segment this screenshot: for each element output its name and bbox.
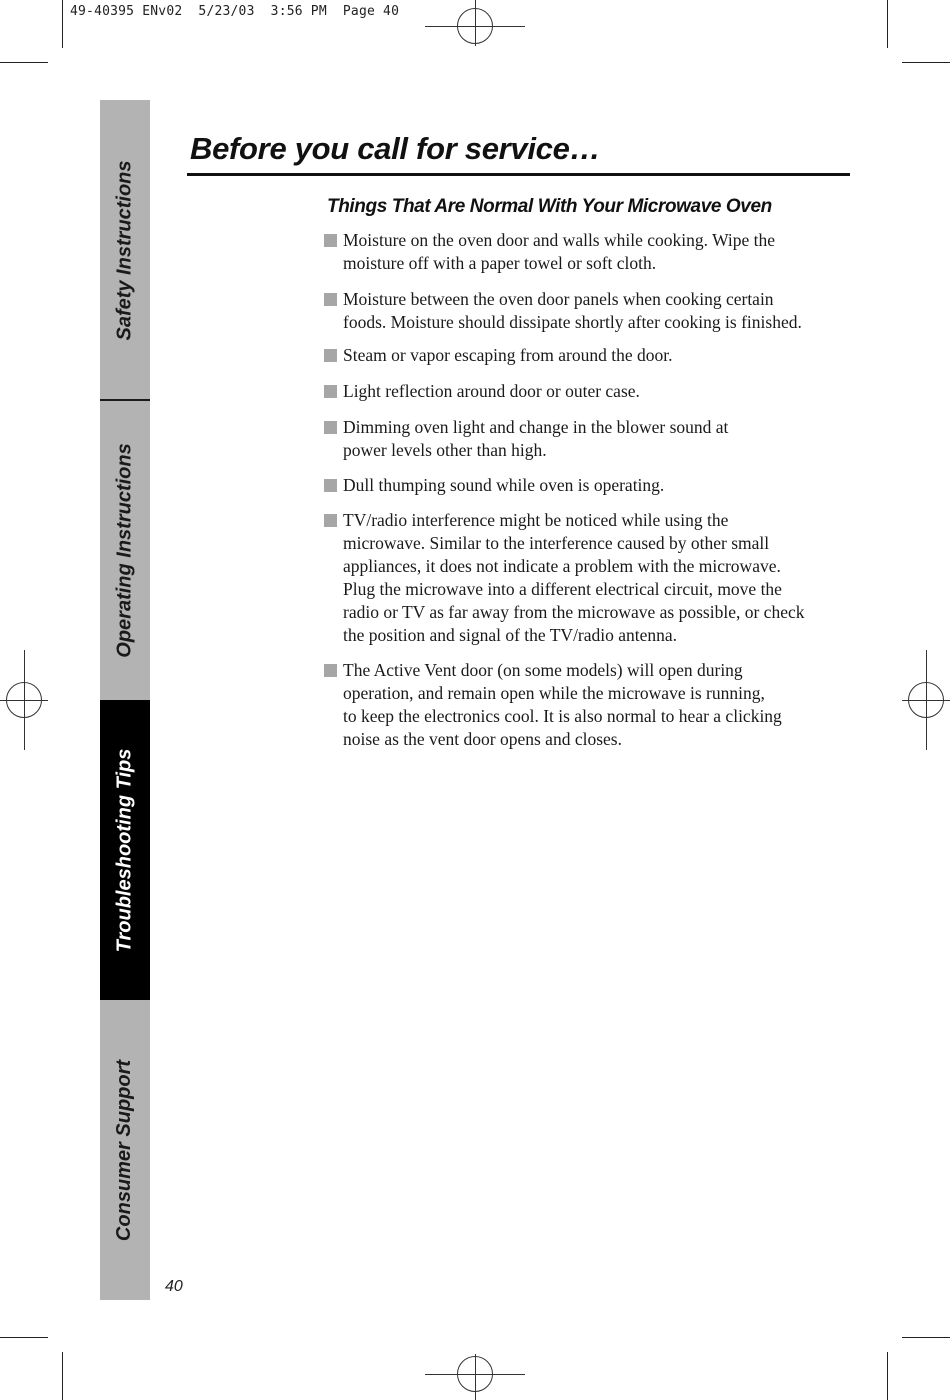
tab-troubleshooting-tips[interactable] (100, 700, 150, 1000)
crop-mark-bottom-right-v (887, 1352, 888, 1400)
list-item-text: Moisture between the oven door panels when cooking certain foods. Moisture should dissipate shortly after cooking is finished. (343, 289, 802, 332)
square-bullet-icon (324, 349, 337, 362)
page-number: 40 (165, 1278, 183, 1295)
square-bullet-icon (324, 421, 337, 434)
crop-mark-bottom-right-h (902, 1337, 950, 1338)
list-item-text: The Active Vent door (on some models) will open during operation, and remain open while the microwave is running, to keep the electronics cool. It is also normal to hear a clicking noise as the vent door opens and closes. (343, 660, 782, 749)
print-header: 49-40395 ENv02 5/23/03 3:56 PM Page 40 (70, 4, 400, 19)
list-item (324, 474, 849, 497)
crop-mark-top-right-h (902, 62, 950, 63)
crop-mark-top-right-v (887, 0, 888, 48)
list-item (324, 509, 849, 647)
square-bullet-icon (324, 664, 337, 677)
title-rule (187, 173, 850, 176)
tab-label: Safety Instructions (113, 159, 136, 341)
section-heading: Things That Are Normal With Your Microwave Oven (327, 196, 772, 217)
crop-mark-bottom-left-v (62, 1352, 63, 1400)
list-item-text: TV/radio interference might be noticed while using the microwave. Similar to the interference caused by other small appliances, it does not indicate a problem with the microwave. Plug the microwave into a different electrical circuit, move the radio or TV as far away from the microwave as possible, or check the position and signal of the TV/radio antenna. (343, 510, 805, 645)
tab-consumer-support[interactable] (100, 1000, 150, 1300)
list-item-text: Dimming oven light and change in the blower sound at power levels other than high. (343, 417, 729, 460)
tab-divider (100, 399, 150, 401)
tab-label: Operating Instructions (113, 442, 136, 658)
square-bullet-icon (324, 479, 337, 492)
list-item-text: Light reflection around door or outer case. (343, 381, 640, 401)
crop-mark-top-left-v (62, 0, 63, 48)
tab-operating-instructions[interactable] (100, 400, 150, 700)
tab-label: Consumer Support (113, 1059, 136, 1241)
tab-label: Troubleshooting Tips (113, 748, 136, 952)
list-item (324, 416, 849, 462)
list-item-text: Steam or vapor escaping from around the door. (343, 345, 673, 365)
list-item-text: Moisture on the oven door and walls while cooking. Wipe the moisture off with a paper towel or soft cloth. (343, 230, 776, 273)
side-tabs (100, 100, 150, 1300)
tab-safety-instructions[interactable] (100, 100, 150, 400)
list-item (324, 344, 849, 367)
page-title: Before you call for service… (190, 131, 601, 166)
square-bullet-icon (324, 514, 337, 527)
crop-mark-top-left-h (0, 62, 48, 63)
list-item (324, 380, 849, 403)
list-item (324, 229, 849, 275)
crop-mark-bottom-left-h (0, 1337, 48, 1338)
list-item-text: Dull thumping sound while oven is operating. (343, 475, 665, 495)
square-bullet-icon (324, 234, 337, 247)
square-bullet-icon (324, 385, 337, 398)
square-bullet-icon (324, 293, 337, 306)
list-item (324, 288, 849, 334)
list-item (324, 659, 849, 751)
